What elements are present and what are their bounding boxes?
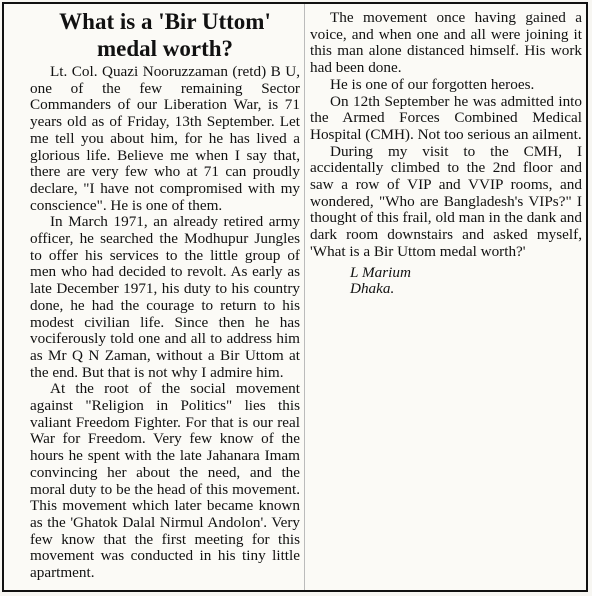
column-divider	[304, 4, 305, 590]
paragraph-intro: Lt. Col. Quazi Nooruzzaman (retd) B U, one of the few remaining Sector Commanders of our Liberation War, is 71 years old as of Friday, 13th September. Let me tell you about him, for he has lived a glorious life. Believe me when I say that, there are very few who at 71 can proudly declare, "I have not compromised with my conscience". He is one of them.	[30, 63, 300, 214]
signature	[310, 265, 582, 298]
letter-title: What is a 'Bir Uttom' medal worth?	[59, 9, 271, 61]
signature-name: L Marium	[350, 263, 411, 281]
right-column	[310, 10, 582, 298]
signature-place: Dhaka.	[350, 280, 395, 298]
paragraph-cmh-admission: On 12th September he was admitted into the Armed Forces Combined Medical Hospital (CMH). Not too serious an ailment.	[310, 92, 582, 143]
letter-clipping	[2, 2, 588, 592]
paragraph-social-movement: At the root of the social movement against "Religion in Politics" lies this valiant Freedom Fighter. For that is our real War for Freedom. Very few know of the hours he spent with the late Jahanara Imam convincing her about the need, and the moral duty to be the head of this movement. This movement which later became known as the 'Ghatok Dalal Nirmul Andolon'. Very few know that the first meeting for this movement was conducted in his tiny little apartment.	[30, 380, 300, 582]
paragraph-forgotten-heroes: He is one of our forgotten heroes.	[330, 75, 535, 93]
paragraph-cmh-visit: During my visit to the CMH, I accidentally climbed to the 2nd floor and saw a row of VIP and VVIP rooms, and wondered, "Who are Bangladesh's VIPs?" I thought of this frail, old man in the dank and dark room downstairs and asked myself, 'What is a Bir Uttom medal worth?'	[310, 142, 582, 260]
left-column	[30, 8, 300, 582]
paragraph-march-1971: In March 1971, an already retired army officer, he searched the Modhupur Jungles to offer his services to the little group of men who had decided to revolt. As early as late December 1971, his duty to his country done, he had the courage to return to his modest civilian life. Since then he has vociferously told one and all to address him as Mr Q N Zaman, without a Bir Uttom at the end. But that is not why I admire him.	[30, 213, 300, 381]
paragraph-movement-voice: The movement once having gained a voice, and when one and all were joining it this man alone distanced himself. His work had been done.	[310, 9, 582, 77]
